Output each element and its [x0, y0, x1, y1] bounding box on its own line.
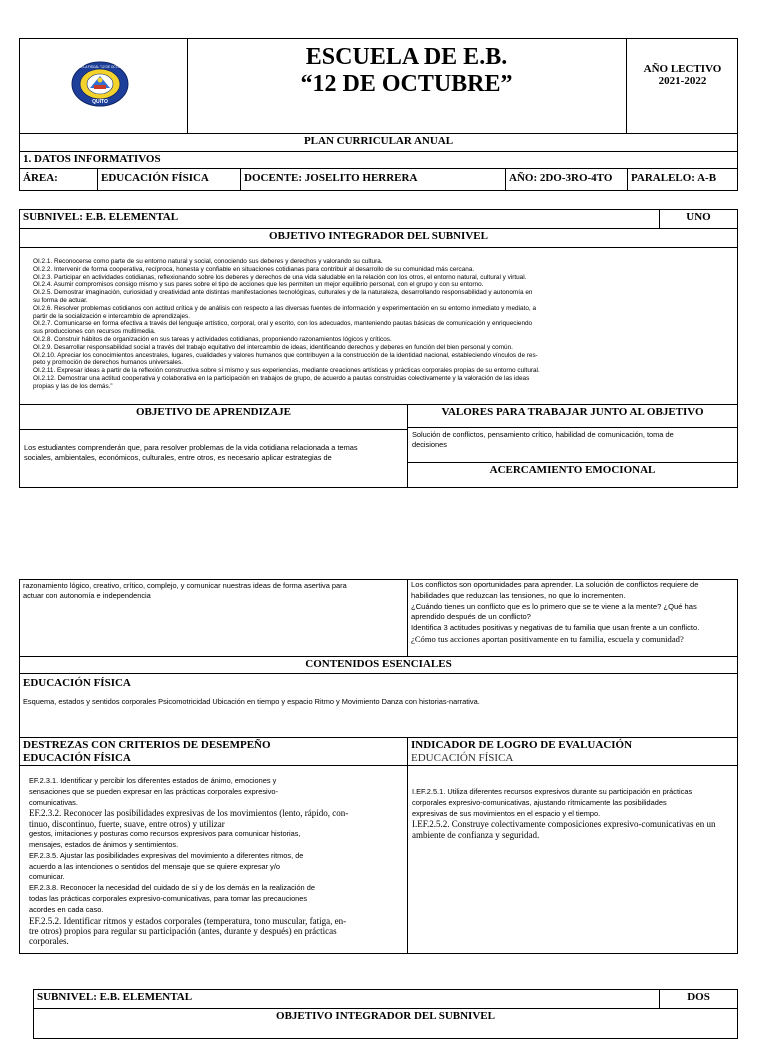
datos-title: 1. DATOS INFORMATIVOS — [23, 153, 161, 165]
area-label: ÁREA: — [23, 172, 58, 184]
destrezas-subject: EDUCACIÓN FÍSICA — [23, 752, 131, 764]
svg-text:ESCUELA FISCAL "12 DE OCTUBRE": ESCUELA FISCAL "12 DE OCTUBRE" — [72, 65, 128, 69]
school-seal-icon — [70, 61, 130, 107]
objective-line: OI.2.7. Comunicarse en forma efectiva a través del lenguaje artístico, corporal, oral y escrito, con los adecuados, manteniendo pautas básicas de comunicación y enriqueciendo — [33, 320, 533, 328]
text-line: mensajes, estados de ánimos y sentimientos. — [29, 840, 179, 849]
text-line: EF.2.3.5. Ajustar las posibilidades expresivas del movimiento a diferentes ritmos, de — [29, 850, 304, 860]
objetivo-integrador-title: OBJETIVO INTEGRADOR DEL SUBNIVEL — [269, 230, 488, 242]
objective-line: su forma de actuar. — [33, 296, 88, 304]
contenidos-text: Esquema, estados y sentidos corporales Psicomotricidad Ubicación en tiempo y espacio Ritmo y Movimiento Danza con historias-narrativa. — [23, 697, 480, 706]
school-name-line1: ESCUELA DE E.B. — [305, 44, 508, 70]
text-line: EF.2.3.2. Reconocer las posibilidades expresivas de los movimientos (lento, rápido, con- — [29, 808, 349, 819]
school-year-label: AÑO LECTIVO — [643, 63, 722, 75]
objectives-list — [33, 258, 733, 391]
indicador-title: INDICADOR DE LOGRO DE EVALUACIÓN — [411, 739, 633, 751]
objective-line: peto y promoción de derechos humanos universales. — [33, 359, 183, 367]
objective-line: OI.2.9. Desarrollar responsabilidad social a través del trabajo equitativo del intercambio de ideas, identificando derechos y deberes en función del bien personal y común. — [33, 343, 513, 351]
objective-line: propias y las de los demás.” — [33, 382, 113, 390]
objective-line: OI.2.1. Reconocerse como parte de su entorno natural y social, conociendo sus deberes y derechos y valorando su cultura. — [33, 258, 383, 265]
objective-line: OI.2.10. Apreciar los conocimientos ancestrales, lugares, cualidades y valores humanos que contribuyen a la construcción de la identidad nacional, estableciendo vínculos de res- — [33, 351, 538, 359]
text-line: expresivas de sus movimientos en el espacio y el tiempo. — [412, 808, 601, 818]
anio: AÑO: 2DO-3RO-4TO — [509, 172, 613, 184]
text-line: acordes en cada caso. — [29, 904, 104, 914]
text-line: corporales expresivo-comunicativas, ajustando rítmicamente las posibilidades — [412, 797, 667, 807]
text-line: aprendido después de un conflicto? — [411, 612, 531, 622]
acercamiento-title: ACERCAMIENTO EMOCIONAL — [489, 464, 656, 476]
text-line: todas las prácticas corporales expresivo-comunicativas, para tomar las precauciones — [29, 893, 308, 903]
aprendizaje-text — [24, 443, 408, 464]
valores-title: VALORES PARA TRABAJAR JUNTO AL OBJETIVO — [441, 406, 704, 418]
text-line: Identifica 3 actitudes positivas y negativas de tu familia que usan frente a un conflicto. — [411, 623, 700, 633]
objective-line: sus producciones con recursos multimedia. — [33, 328, 156, 336]
indicador-subject: EDUCACIÓN FÍSICA — [411, 752, 514, 764]
objective-line: OI.2.12. Demostrar una actitud cooperativa y colaborativa en la participación en trabajos de grupo, de acuerdo a pautas construidas colectivamente y la valoración de las ideas — [33, 374, 530, 382]
text-line: decisiones — [412, 440, 447, 450]
text-line: Los conflictos son oportunidades para aprender. La solución de conflictos requiere de — [411, 580, 699, 589]
text-line: EF.2.3.1. Identificar y percibir los diferentes estados de ánimo, emociones y — [29, 776, 277, 785]
objective-line: OI.2.11. Expresar ideas a partir de la reflexión constructiva sobre sí mismo y sus experiencias, mediante creaciones artísticas y prácticas corporales propias de su entorno cultural. — [33, 367, 540, 375]
text-line: ambiente de confianza y seguridad. — [412, 829, 540, 840]
emocional-text — [411, 580, 737, 644]
text-line: Solución de conflictos, pensamiento crítico, habilidad de comunicación, toma de — [412, 430, 674, 439]
text-line: habilidades que reduzcan las tensiones, no que lo incrementen. — [411, 590, 626, 600]
contenidos-subject: EDUCACIÓN FÍSICA — [23, 677, 131, 689]
text-line: comunicar. — [29, 872, 65, 882]
aprendizaje-title: OBJETIVO DE APRENDIZAJE — [135, 406, 292, 418]
school-year-value: 2021-2022 — [658, 75, 707, 87]
destrezas-list — [29, 776, 405, 947]
aprendizaje-cont — [23, 581, 406, 602]
plan-title: PLAN CURRICULAR ANUAL — [303, 135, 454, 147]
text-line: acuerdo a las intenciones o sentidos del mensaje que se quiere expresar y/o — [29, 861, 281, 871]
text-line: sociales, ambientales, económicos, culturales, entre otros, es necesario aplicar estrategias de — [24, 453, 332, 463]
text-line: sensaciones que se pueden expresar en las prácticas corporales expresivo- — [29, 786, 278, 796]
objective-line: OI.2.6. Resolver problemas cotidianos con actitud crítica y de análisis con respecto a las diversas fuentes de información y experimentación en su entorno inmediato y mediato, a — [33, 304, 536, 312]
text-line: tre otros) propios para regular su participación (antes, durante y después) en prácticas — [29, 925, 337, 936]
objective-line: OI.2.4. Asumir compromisos consigo mismo y sus pares sobre el tipo de acciones que les permiten un mejor equilibrio personal, con el grupo y con su entorno. — [33, 281, 484, 289]
paralelo: PARALELO: A-B — [631, 172, 717, 184]
school-name-line2: “12 DE OCTUBRE” — [300, 71, 513, 97]
text-line: I.EF.2.5.1. Utiliza diferentes recursos expresivos durante su participación en prácticas — [412, 787, 693, 796]
school-logo — [70, 61, 130, 107]
text-line: I.EF.2.5.2. Construye colectivamente composiciones expresivo-comunicativas en un — [412, 819, 716, 830]
subnivel-uno-number: UNO — [686, 211, 711, 223]
text-line: EF.2.5.2. Identificar ritmos y estados corporales (temperatura, tono muscular, fatiga, en- — [29, 915, 347, 926]
subnivel-uno-label: SUBNIVEL: E.B. ELEMENTAL — [23, 211, 179, 223]
subnivel-dos-label: SUBNIVEL: E.B. ELEMENTAL — [37, 991, 193, 1003]
area-value: EDUCACIÓN FÍSICA — [101, 172, 209, 184]
text-line: gestos, imitaciones y posturas como recursos expresivos para comunicar historias, — [29, 829, 301, 839]
valores-text — [412, 430, 738, 451]
objective-line: partir de la socialización e intercambio de aprendizajes. — [33, 312, 191, 320]
text-line: EF.2.3.8. Reconocer la necesidad del cuidado de sí y de los demás en la realización de — [29, 883, 315, 893]
text-line: tinuo, discontinuo, fuerte, suave, entre otros) y utilizar — [29, 818, 225, 829]
text-line: razonamiento lógico, creativo, crítico, complejo, y comunicar nuestras ideas de forma asertiva para — [23, 581, 347, 590]
text-line: corporales. — [29, 936, 69, 947]
objective-line: OI.2.3. Participar en actividades cotidianas, reflexionando sobre los deberes y derechos de una vida saludable en la relación con los otros, el entorno natural, cultural y virtual. — [33, 273, 527, 281]
subnivel-dos-number: DOS — [687, 991, 710, 1003]
svg-text:QUITO: QUITO — [92, 99, 108, 105]
indicador-list — [412, 787, 736, 840]
text-line: ¿Cómo tus acciones aportan positivamente en tu familia, escuela y comunidad? — [411, 633, 684, 644]
destrezas-title: DESTREZAS CON CRITERIOS DE DESEMPEÑO — [23, 739, 271, 751]
subnivel-dos-objetivo-title: OBJETIVO INTEGRADOR DEL SUBNIVEL — [276, 1010, 495, 1022]
objective-line: OI.2.8. Construir hábitos de organización en sus tareas y actividades cotidianas, proponiendo razonamientos lógicos y críticos. — [33, 335, 392, 343]
text-line: Los estudiantes comprenderán que, para resolver problemas de la vida cotidiana relacionada a temas — [24, 443, 358, 452]
text-line: ¿Cuándo tienes un conflicto que es lo primero que se te viene a la mente? ¿Qué has — [411, 601, 697, 611]
text-line: comunicativas. — [29, 797, 78, 807]
contenidos-title: CONTENIDOS ESENCIALES — [305, 658, 452, 670]
docente: DOCENTE: JOSELITO HERRERA — [244, 172, 418, 184]
text-line: actuar con autonomía e independencia — [23, 591, 151, 601]
objective-line: OI.2.2. Intervenir de forma cooperativa, recíproca, honesta y confiable en situaciones cotidianas para contribuir al desarrollo de su comunidad más cercana. — [33, 265, 475, 273]
objective-line: OI.2.5. Demostrar imaginación, curiosidad y creatividad ante distintas manifestaciones tecnológicas, culturales y de la naturaleza, desarrollando responsabilidad y autonomía en — [33, 289, 533, 297]
